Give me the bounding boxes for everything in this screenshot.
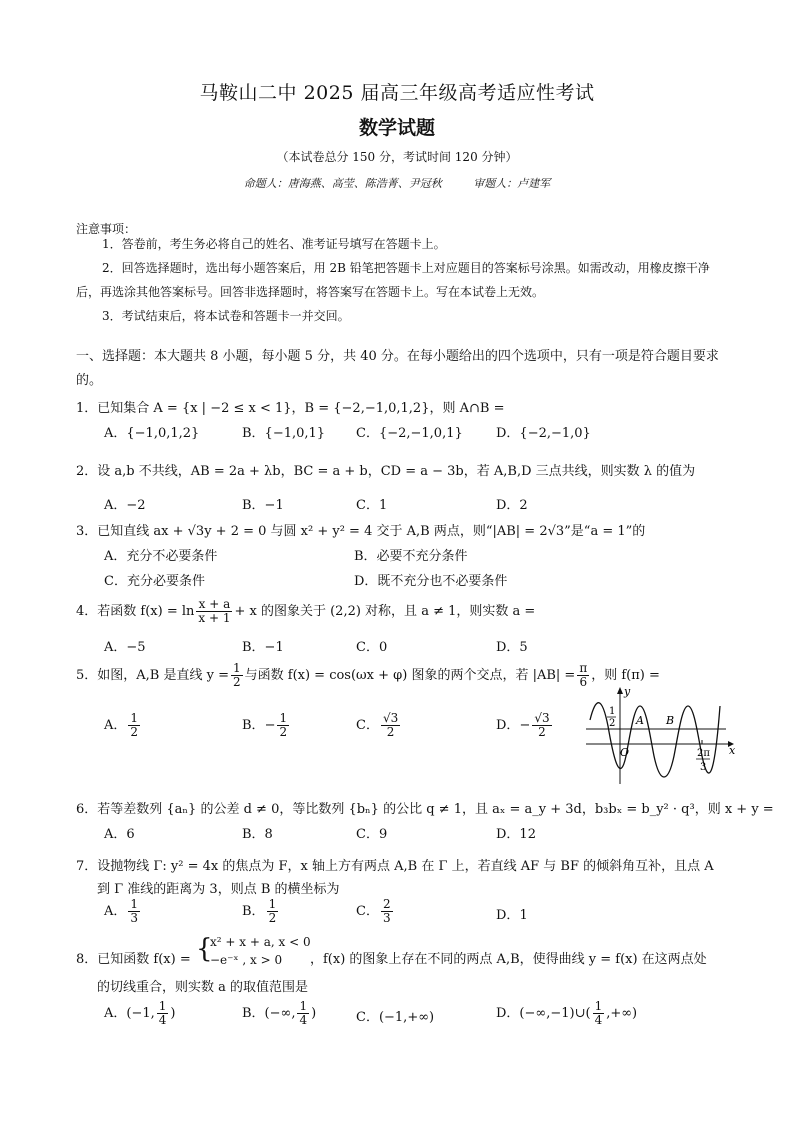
q8-option-b: B．(−∞, $\frac{1}{4}$ ) (242, 999, 317, 1027)
q2-option-b: B．−1 (242, 498, 284, 513)
q5-option-b: B．− $\frac{1}{2}$ (242, 711, 288, 739)
q7-option-d: D．1 (496, 908, 528, 923)
question-2-stem: 2．设 a,b 不共线，AB = 2a + λb，BC = a + b，CD = a − 3b，若 A,B,D 三点共线，则实数 λ 的值为 (76, 464, 696, 479)
q1-option-c: C．{−2,−1,0,1} (356, 426, 463, 441)
q6-option-d: D．12 (496, 827, 536, 842)
section-desc: 本大题共 8 小题，每小题 5 分，共 40 分。在每小题给出的四个选项中，只有一项是符合题目要求的。 (76, 349, 719, 388)
half-label-den: 2 (609, 718, 616, 729)
q6-option-b: B．8 (242, 827, 273, 842)
question-1-stem: 1．已知集合 A = {x | −2 ≤ x < 1}，B = {−2,−1,0,1,2}，则 A∩B = (76, 401, 505, 416)
origin-label: O (620, 746, 630, 759)
q4-option-d: D．5 (496, 640, 528, 655)
q2-option-d: D．2 (496, 498, 528, 513)
q1-option-a: A．{−1,0,1,2} (104, 426, 200, 441)
q4-option-a: A．−5 (104, 640, 146, 655)
note-item-1: 1．答卷前，考生务必将自己的姓名、准考证号填写在答题卡上。 (102, 237, 446, 251)
setters: 命题人：唐海燕、高莹、陈浩菁、尹冠秋 (243, 177, 442, 190)
q5-option-c: C． $\frac{√3}{2}$ (356, 711, 399, 739)
question-8-stem-post: ，f(x) 的图象上存在不同的两点 A,B，使得曲线 y = f(x) 在这两点处 (310, 952, 707, 967)
question-8-stem-line2: 的切线重合，则实数 a 的取值范围是 (97, 980, 309, 995)
piecewise-case-2: −e⁻ˣ , x > 0 (210, 953, 283, 967)
q5-fraction-half: $\frac{1}{2}$ (232, 661, 241, 689)
tick-label-den: 3 (700, 762, 707, 773)
q3-option-d: D．既不充分也不必要条件 (354, 574, 508, 589)
q3-option-a: A．充分不必要条件 (104, 549, 218, 564)
cosine-graph-figure (586, 686, 736, 786)
q8-option-d: D．(−∞,−1)∪( $\frac{1}{4}$ ,+∞) (496, 999, 638, 1027)
q7-option-c: C． $\frac{2}{3}$ (356, 897, 391, 925)
half-label-num: 1 (609, 706, 616, 717)
y-axis-label: y (624, 686, 631, 698)
note-item-3: 3．考试结束后，将本试卷和答题卡一并交回。 (102, 309, 350, 323)
q6-option-a: A．6 (104, 827, 135, 842)
q6-option-c: C．9 (356, 827, 388, 842)
q5-fraction-pi6: $\frac{\pi}{6}$ (579, 661, 588, 689)
piecewise-case-1: x² + x + a, x < 0 (210, 935, 311, 949)
exam-subject: 数学试题 (358, 117, 435, 139)
x-axis-label: x (729, 744, 736, 757)
section-lead: 一、选择题： (76, 349, 155, 364)
q4-fraction: $\frac{x + a}{x + 1}$ (198, 597, 231, 625)
q7-option-a: A． $\frac{1}{3}$ (104, 897, 139, 925)
exam-authors (0, 175, 794, 191)
q5-option-d: D．− $\frac{√3}{2}$ (496, 711, 550, 739)
q3-option-c: C．充分必要条件 (104, 574, 205, 589)
piecewise-brace: { (196, 934, 213, 964)
q8-option-a: A．(−1, $\frac{1}{4}$ ) (104, 999, 176, 1027)
q7-option-b: B． $\frac{1}{2}$ (242, 897, 277, 925)
question-6-stem: 6．若等差数列 {aₙ} 的公差 d ≠ 0，等比数列 {bₙ} 的公比 q ≠ 1，且 aₓ = a_y + 3d，b₃bₓ = b_y² · q³，则 x + y = (76, 802, 774, 817)
exam-meta: （本试卷总分 150 分，考试时间 120 分钟） (276, 150, 518, 164)
q3-option-b: B．必要不充分条件 (354, 549, 468, 564)
q4-option-b: B．−1 (242, 640, 284, 655)
y-axis-arrow (617, 687, 623, 694)
point-a-label: A (636, 714, 644, 727)
question-4-stem: 4．若函数 f(x) = ln $\frac{x + a}{x + 1}$ + x 的图象关于 (2,2) 对称，且 a ≠ 1，则实数 a = (76, 597, 536, 625)
question-5-stem: 5．如图，A,B 是直线 y = $\frac{1}{2}$ 与函数 f(x) = cos(ωx + φ) 图象的两个交点，若 |AB| = $\frac{\pi}{6}$ ，则 f(π) = (76, 661, 660, 689)
q2-option-c: C．1 (356, 498, 388, 513)
exam-title: 马鞍山二中 2025 届高三年级高考适应性考试 (199, 82, 595, 104)
q2-option-a: A．−2 (104, 498, 146, 513)
question-3-stem: 3．已知直线 ax + √3y + 2 = 0 与圆 x² + y² = 4 交于 A,B 两点，则“|AB| = 2√3”是“a = 1”的 (76, 524, 646, 539)
q1-option-d: D．{−2,−1,0} (496, 426, 591, 441)
point-b-label: B (666, 714, 675, 727)
reviewer: 审题人：卢建军 (473, 177, 551, 190)
note-item-2: 2．回答选择题时，选出每小题答案后，用 2B 铅笔把答题卡上对应题目的答案标号涂黑。如需改动，用橡皮擦干净后，再选涂其他答案标号。回答非选择题时，将答案写在答题卡上。写在本试卷上无效。 (76, 261, 710, 299)
q4-option-c: C．0 (356, 640, 388, 655)
question-7-stem: 7．设抛物线 Γ: y² = 4x 的焦点为 F，x 轴上方有两点 A,B 在 Γ 上，若直线 AF 与 BF 的倾斜角互补，且点 A (76, 859, 714, 874)
q8-option-c: C．(−1,+∞) (356, 1010, 435, 1025)
notes-title: 注意事项： (76, 222, 137, 236)
section-heading (76, 345, 726, 393)
q5-option-a: A． $\frac{1}{2}$ (104, 711, 139, 739)
tick-label-num: 2π (697, 748, 710, 759)
q1-option-b: B．{−1,0,1} (242, 426, 326, 441)
question-7-stem-line2: 到 Γ 准线的距离为 3，则点 B 的横坐标为 (97, 882, 340, 897)
question-8-stem: 8．已知函数 f(x) = (76, 952, 191, 967)
